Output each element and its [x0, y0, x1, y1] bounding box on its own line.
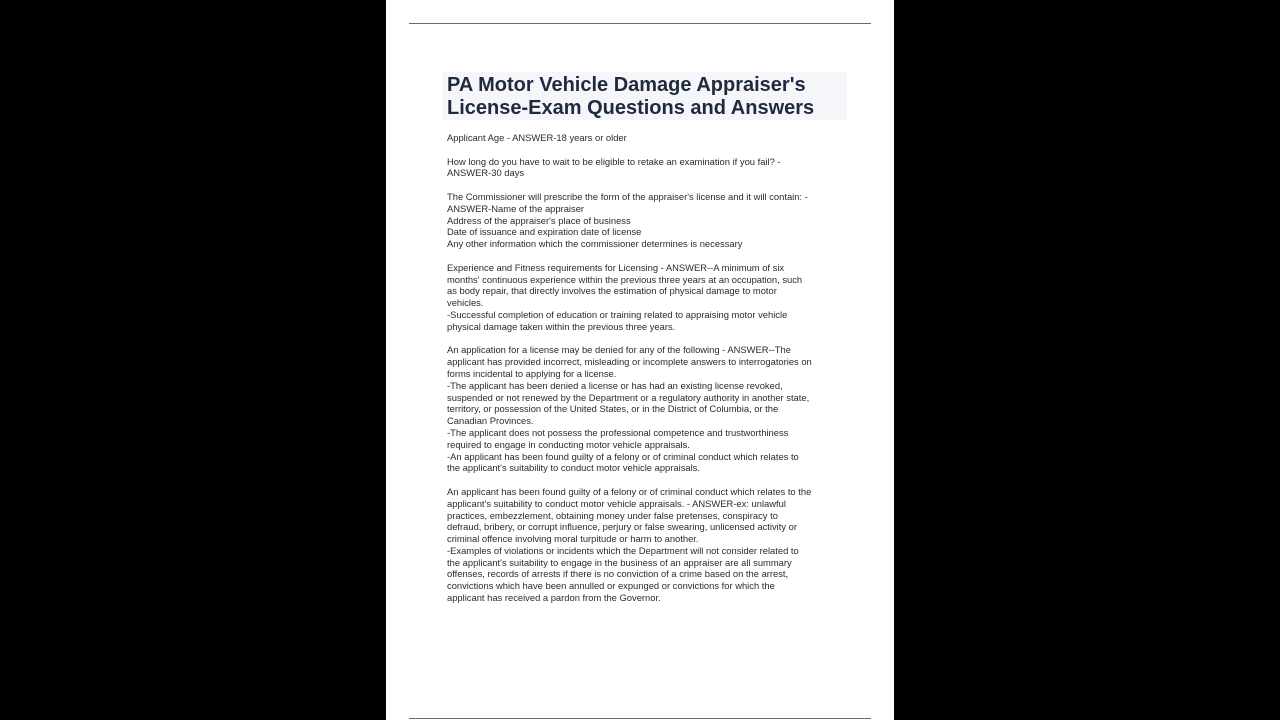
- qa-line: An application for a license may be denied for any of the following - ANSWER--The: [447, 344, 791, 356]
- qa-line: applicant has provided incorrect, misleading or incomplete answers to interrogatories on: [447, 356, 812, 368]
- qa-line: months' continuous experience within the previous three years at an occupation, such: [447, 273, 803, 285]
- qa-line: as body repair, that directly involves the estimation of physical damage to motor: [447, 285, 777, 297]
- qa-line: ANSWER-30 days: [447, 167, 525, 179]
- qa-entry: [447, 191, 849, 250]
- qa-entry: [447, 156, 849, 180]
- document-body: [447, 132, 849, 616]
- qa-line: suspended or not renewed by the Department or a regulatory authority in another state,: [447, 391, 810, 403]
- qa-line: physical damage taken within the previous three years.: [447, 320, 676, 332]
- qa-entry: [447, 486, 849, 604]
- qa-entry: [447, 132, 849, 144]
- qa-line: the applicant's suitability to conduct motor vehicle appraisals.: [447, 462, 700, 474]
- title-line: License-Exam Questions and Answers: [447, 97, 815, 119]
- qa-line: Experience and Fitness requirements for Licensing - ANSWER--A minimum of six: [447, 261, 785, 273]
- qa-line: -An applicant has been found guilty of a felony or of criminal conduct which relates to: [447, 450, 799, 462]
- title-line: PA Motor Vehicle Damage Appraiser's: [447, 74, 806, 96]
- qa-line: forms incidental to applying for a license.: [447, 367, 617, 379]
- qa-line: -The applicant does not possess the professional competence and trustworthiness: [447, 426, 789, 438]
- qa-line: Canadian Provinces.: [447, 415, 534, 427]
- qa-line: Date of issuance and expiration date of license: [447, 226, 642, 238]
- qa-entry: [447, 262, 849, 333]
- qa-line: convictions which have been annulled or expunged or convictions for which the: [447, 580, 775, 592]
- qa-line: vehicles.: [447, 297, 484, 309]
- qa-line: territory, or possession of the United States, or in the District of Columbia, or the: [447, 403, 779, 415]
- qa-line: Address of the appraiser's place of business: [447, 214, 631, 226]
- top-rule: [409, 23, 871, 24]
- qa-line: -The applicant has been denied a license or has had an existing license revoked,: [447, 379, 783, 391]
- qa-line: Any other information which the commissioner determines is necessary: [447, 238, 743, 250]
- qa-line: Applicant Age - ANSWER-18 years or older: [447, 132, 627, 143]
- qa-line: the applicant's suitability to engage in the business of an appraiser are all summary: [447, 556, 792, 568]
- qa-line: -Successful completion of education or training related to appraising motor vehicle: [447, 308, 788, 320]
- bottom-rule: [409, 718, 871, 719]
- document-page: [386, 0, 894, 720]
- qa-line: applicant has received a pardon from the Governor.: [447, 592, 661, 604]
- qa-line: applicant's suitability to conduct motor vehicle appraisals. - ANSWER-ex: unlawful: [447, 497, 786, 509]
- qa-line: criminal offence involving moral turpitude or harm to another.: [447, 533, 699, 545]
- qa-line: An applicant has been found guilty of a felony or of criminal conduct which relates to the: [447, 485, 812, 497]
- qa-entry: [447, 344, 849, 474]
- qa-line: required to engage in conducting motor vehicle appraisals.: [447, 438, 690, 450]
- qa-line: ANSWER-Name of the appraiser: [447, 202, 585, 214]
- qa-line: defraud, bribery, or corrupt influence, perjury or false swearing, unlicensed activity or: [447, 521, 797, 533]
- qa-line: The Commissioner will prescribe the form of the appraiser's license and it will contain: -: [447, 190, 808, 202]
- qa-line: -Examples of violations or incidents which the Department will not consider related to: [447, 544, 799, 556]
- qa-line: How long do you have to wait to be eligible to retake an examination if you fail? -: [447, 155, 781, 167]
- qa-line: offenses, records of arrests if there is no conviction of a crime based on the arrest,: [447, 568, 789, 580]
- document-title: [447, 74, 847, 120]
- qa-line: practices, embezzlement, obtaining money under false pretenses, conspiracy to: [447, 509, 778, 521]
